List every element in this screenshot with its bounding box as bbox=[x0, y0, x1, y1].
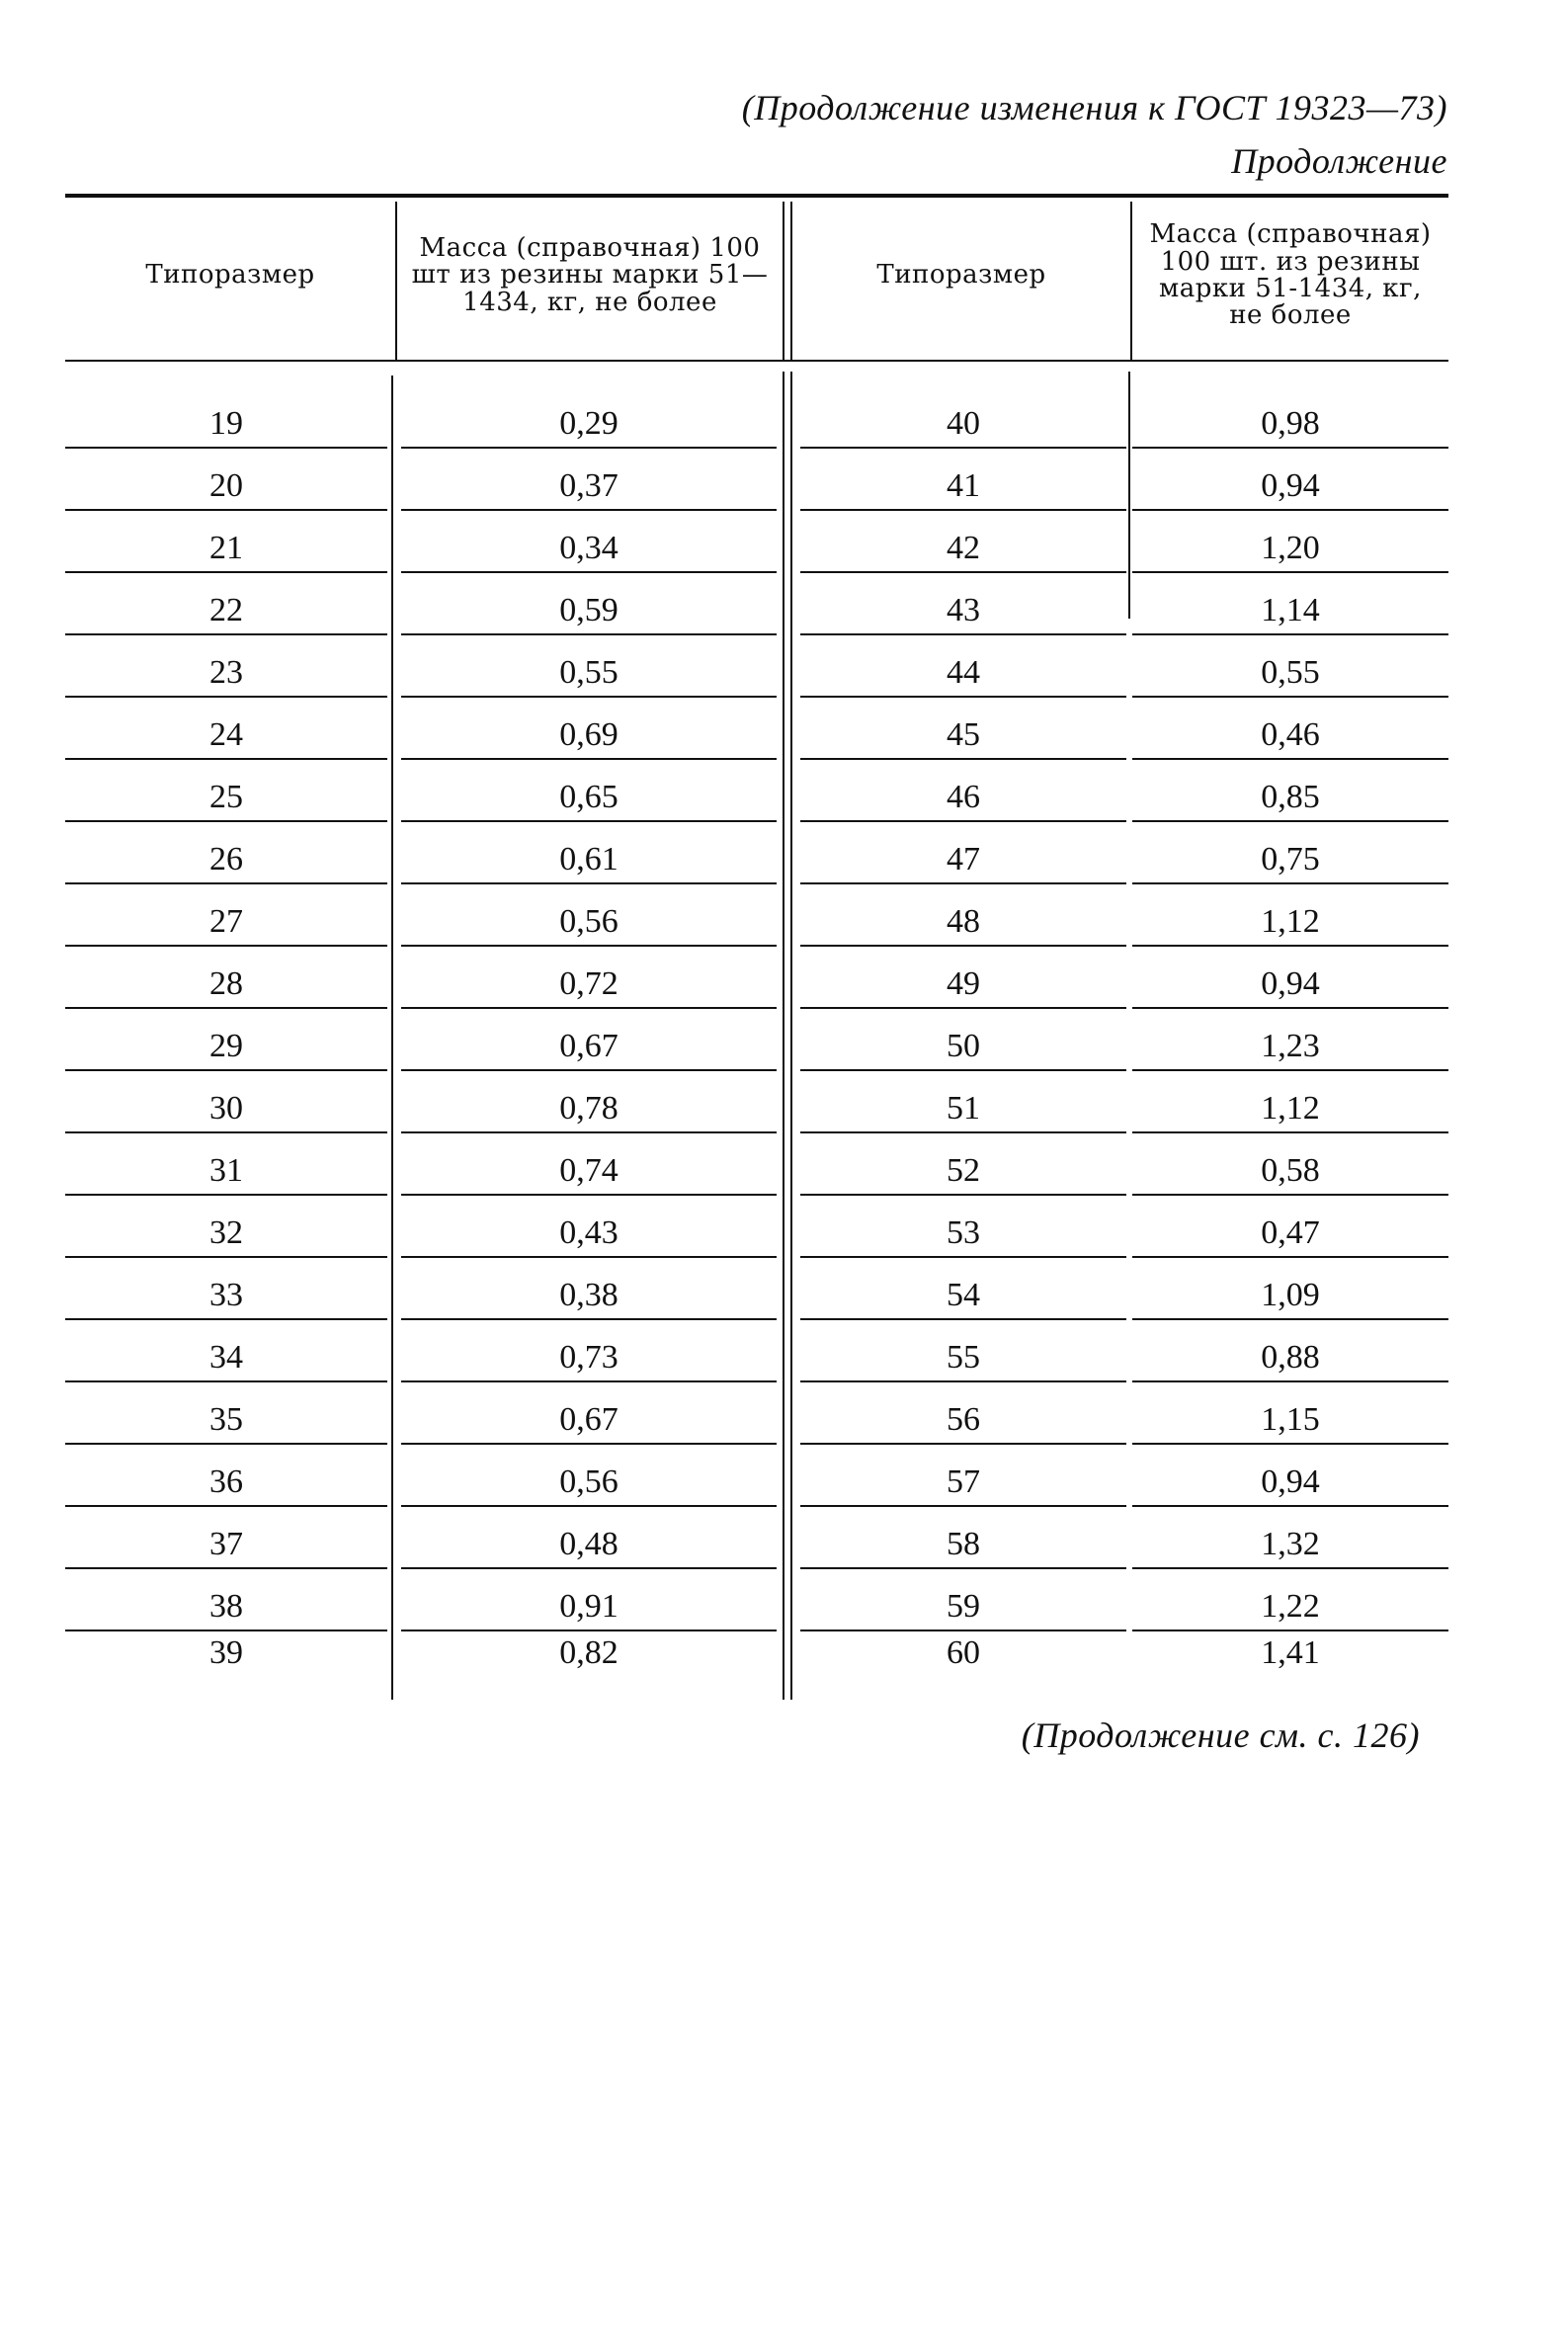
cell-size-left: 29 bbox=[65, 1010, 387, 1071]
cell-mass-right: 1,12 bbox=[1132, 885, 1448, 947]
cell-mass-right: 1,09 bbox=[1132, 1259, 1448, 1320]
cell-mass-left: 0,67 bbox=[401, 1010, 777, 1071]
cell-size-right: 43 bbox=[800, 574, 1126, 635]
footer-continuation-note: (Продолжение см. с. 126) bbox=[1021, 1715, 1420, 1755]
cell-size-right: 40 bbox=[800, 387, 1126, 449]
cell-size-left: 35 bbox=[65, 1383, 387, 1445]
cell-size-right: 51 bbox=[800, 1072, 1126, 1133]
continuation-label: Продолжение bbox=[1231, 141, 1447, 181]
cell-size-right: 42 bbox=[800, 512, 1126, 573]
cell-size-left: 20 bbox=[65, 450, 387, 511]
cell-size-left: 36 bbox=[65, 1446, 387, 1507]
header-divider-1 bbox=[395, 202, 397, 360]
cell-size-right: 55 bbox=[800, 1321, 1126, 1382]
cell-size-right: 49 bbox=[800, 948, 1126, 1009]
cell-mass-right: 0,88 bbox=[1132, 1321, 1448, 1382]
cell-mass-left: 0,38 bbox=[401, 1259, 777, 1320]
cell-mass-right: 1,23 bbox=[1132, 1010, 1448, 1071]
cell-size-left: 32 bbox=[65, 1197, 387, 1258]
cell-size-right: 50 bbox=[800, 1010, 1126, 1071]
cell-mass-right: 0,98 bbox=[1132, 387, 1448, 449]
cell-size-right: 46 bbox=[800, 761, 1126, 822]
cell-mass-right: 1,12 bbox=[1132, 1072, 1448, 1133]
cell-size-right: 59 bbox=[800, 1570, 1126, 1631]
cell-mass-left: 0,67 bbox=[401, 1383, 777, 1445]
cell-size-left: 30 bbox=[65, 1072, 387, 1133]
cell-size-right: 45 bbox=[800, 699, 1126, 760]
cell-size-left: 21 bbox=[65, 512, 387, 573]
cell-size-right: 41 bbox=[800, 450, 1126, 511]
cell-size-left: 37 bbox=[65, 1508, 387, 1569]
cell-mass-left: 0,55 bbox=[401, 636, 777, 698]
cell-size-right: 47 bbox=[800, 823, 1126, 884]
cell-mass-right: 1,14 bbox=[1132, 574, 1448, 635]
cell-size-right: 44 bbox=[800, 636, 1126, 698]
cell-mass-right: 0,47 bbox=[1132, 1197, 1448, 1258]
cell-size-right: 53 bbox=[800, 1197, 1126, 1258]
cell-size-right: 56 bbox=[800, 1383, 1126, 1445]
cell-mass-left: 0,73 bbox=[401, 1321, 777, 1382]
cell-mass-right: 0,75 bbox=[1132, 823, 1448, 884]
cell-size-right: 58 bbox=[800, 1508, 1126, 1569]
cell-mass-right: 1,22 bbox=[1132, 1570, 1448, 1631]
header-bottom-rule bbox=[65, 360, 1448, 362]
cell-mass-left: 0,43 bbox=[401, 1197, 777, 1258]
cell-mass-right: 0,94 bbox=[1132, 450, 1448, 511]
cell-mass-right: 0,58 bbox=[1132, 1134, 1448, 1196]
body-divider-3 bbox=[1128, 372, 1130, 619]
header-double-divider bbox=[783, 202, 792, 360]
body-double-divider bbox=[783, 372, 792, 1700]
cell-mass-left: 0,74 bbox=[401, 1134, 777, 1196]
cell-size-left: 22 bbox=[65, 574, 387, 635]
cell-mass-right: 0,85 bbox=[1132, 761, 1448, 822]
cell-mass-left: 0,91 bbox=[401, 1570, 777, 1631]
header-mass-left: Масса (справочная) 100 шт из резины марки 51—1434, кг, не более bbox=[411, 233, 769, 317]
cell-mass-left: 0,72 bbox=[401, 948, 777, 1009]
cell-size-left: 39 bbox=[209, 1634, 243, 1671]
cell-size-right: 52 bbox=[800, 1134, 1126, 1196]
cell-mass-left: 0,56 bbox=[401, 885, 777, 947]
header-divider-3 bbox=[1130, 202, 1132, 360]
cell-mass-left: 0,59 bbox=[401, 574, 777, 635]
cell-mass-right: 0,94 bbox=[1132, 1446, 1448, 1507]
header-mass-right: Масса (справочная) 100 шт. из резины марки 51-1434, кг, не более bbox=[1149, 219, 1432, 331]
cell-mass-right: 0,94 bbox=[1132, 948, 1448, 1009]
cell-mass-right: 1,32 bbox=[1132, 1508, 1448, 1569]
cell-size-right: 57 bbox=[800, 1446, 1126, 1507]
cell-size-left: 26 bbox=[65, 823, 387, 884]
cell-mass-left: 0,82 bbox=[559, 1634, 619, 1671]
cell-mass-left: 0,56 bbox=[401, 1446, 777, 1507]
header-size-left: Типоразмер bbox=[145, 260, 315, 291]
document-reference: (Продолжение изменения к ГОСТ 19323—73) bbox=[741, 88, 1447, 127]
cell-mass-right: 0,46 bbox=[1132, 699, 1448, 760]
cell-mass-left: 0,37 bbox=[401, 450, 777, 511]
cell-size-left: 33 bbox=[65, 1259, 387, 1320]
cell-mass-right: 1,41 bbox=[1261, 1634, 1320, 1671]
cell-size-left: 34 bbox=[65, 1321, 387, 1382]
header-size-right: Типоразмер bbox=[876, 260, 1046, 291]
cell-size-right: 48 bbox=[800, 885, 1126, 947]
cell-size-left: 31 bbox=[65, 1134, 387, 1196]
cell-size-left: 28 bbox=[65, 948, 387, 1009]
cell-mass-left: 0,65 bbox=[401, 761, 777, 822]
table-top-rule bbox=[65, 194, 1448, 198]
cell-mass-right: 1,15 bbox=[1132, 1383, 1448, 1445]
cell-size-right: 54 bbox=[800, 1259, 1126, 1320]
cell-size-left: 25 bbox=[65, 761, 387, 822]
cell-mass-left: 0,78 bbox=[401, 1072, 777, 1133]
cell-size-left: 23 bbox=[65, 636, 387, 698]
cell-size-left: 19 bbox=[65, 387, 387, 449]
cell-size-left: 27 bbox=[65, 885, 387, 947]
cell-mass-left: 0,48 bbox=[401, 1508, 777, 1569]
cell-mass-left: 0,61 bbox=[401, 823, 777, 884]
cell-mass-right: 1,20 bbox=[1132, 512, 1448, 573]
cell-mass-left: 0,69 bbox=[401, 699, 777, 760]
body-divider-1 bbox=[391, 376, 393, 1700]
cell-size-left: 24 bbox=[65, 699, 387, 760]
cell-mass-right: 0,55 bbox=[1132, 636, 1448, 698]
cell-size-right: 60 bbox=[947, 1634, 980, 1671]
cell-size-left: 38 bbox=[65, 1570, 387, 1631]
cell-mass-left: 0,34 bbox=[401, 512, 777, 573]
cell-mass-left: 0,29 bbox=[401, 387, 777, 449]
